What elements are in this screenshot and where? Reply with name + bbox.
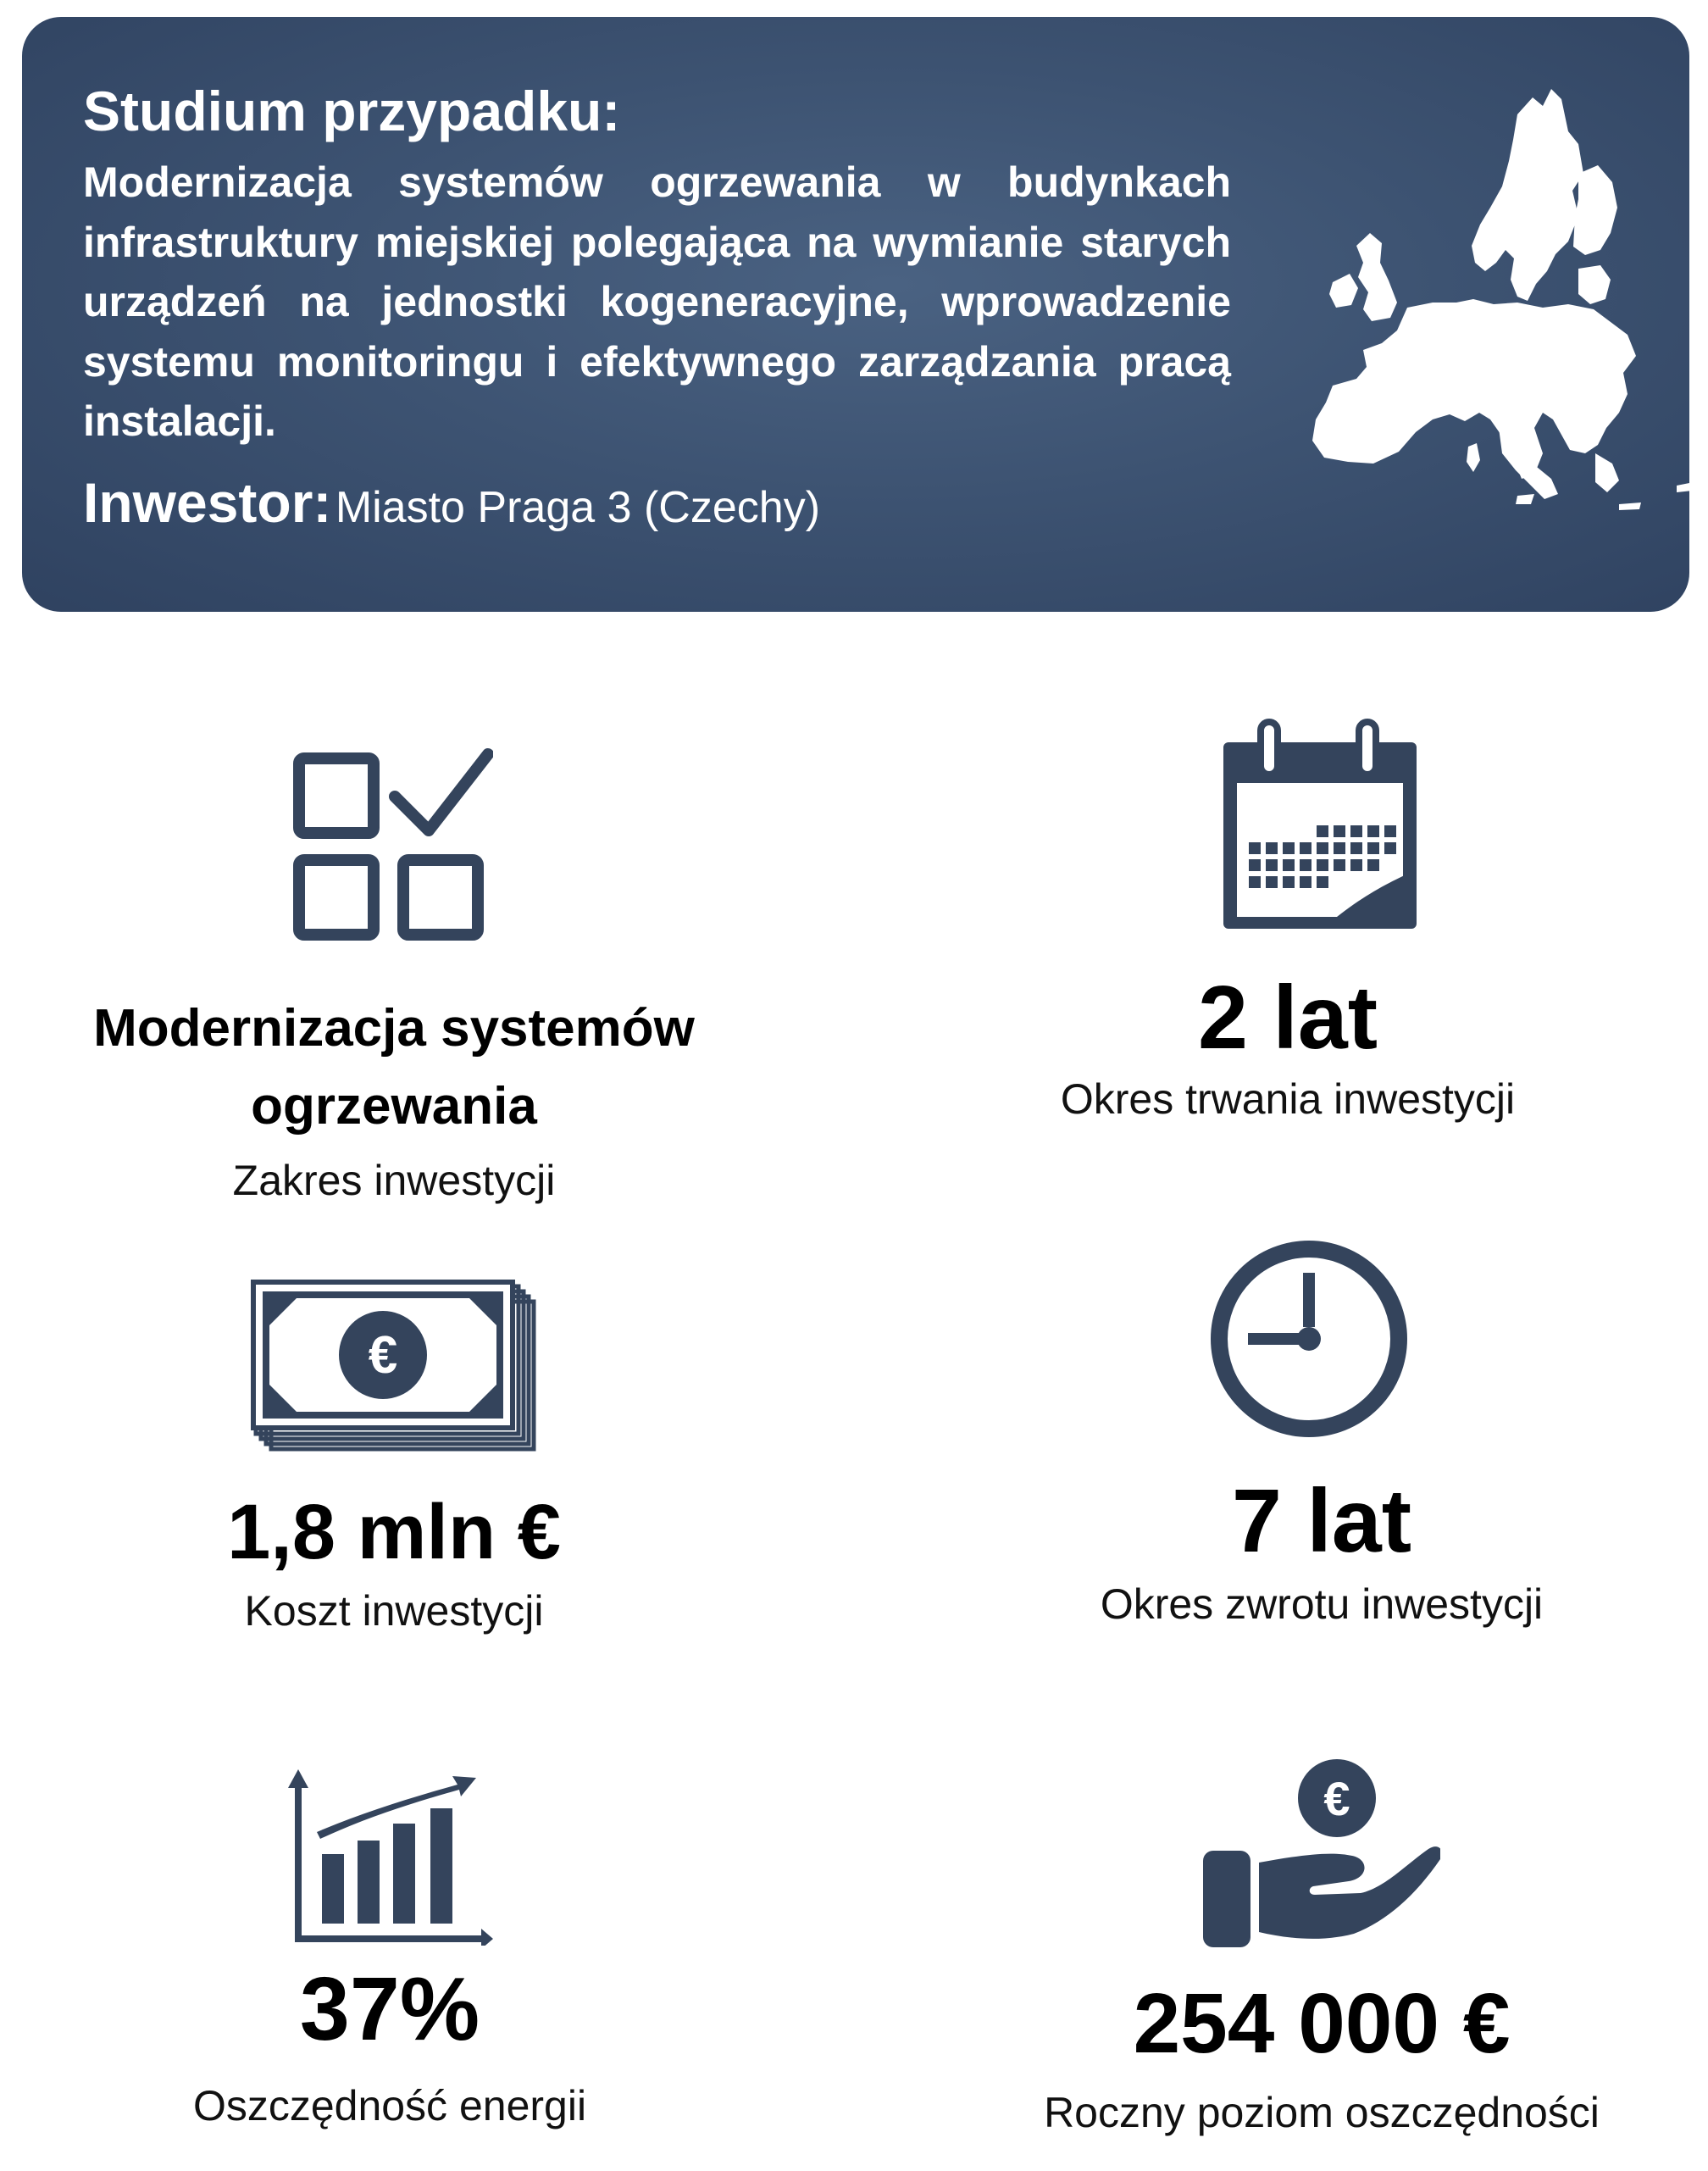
calendar-icon [1218, 717, 1422, 934]
header-title: Studium przypadku: [83, 80, 621, 142]
clock-icon [1207, 1237, 1411, 1441]
savings-label: Roczny poziom oszczędności [1044, 2089, 1600, 2136]
scope-label: Zakres inwestycji [232, 1157, 556, 1204]
scope-value-line1: Modernizacja systemów [93, 999, 695, 1058]
duration-value: 2 lat [1197, 968, 1378, 1068]
cost-icon-symbol: € [368, 1326, 398, 1385]
case-study-header [22, 17, 1689, 612]
banknotes-icon [251, 1280, 539, 1452]
header-description: Modernizacja systemów ogrzewania w budynkach infrastruktury miejskiej polegająca na wymianie starych urządzeń na jednostki kogeneracyjne, wprowadzenie systemu monitoringu i efektywnego zarządzania pracą instalacji. [83, 158, 1231, 445]
savings-value: 254 000 € [1133, 1976, 1511, 2071]
cost-label: Koszt inwestycji [244, 1587, 544, 1635]
energy-value: 37% [299, 1959, 480, 2059]
europe-map-icon [1263, 81, 1689, 521]
hand-coin-icon [1203, 1759, 1440, 1947]
investor-value: Miasto Praga 3 (Czechy) [335, 483, 821, 532]
savings-icon-symbol: € [1323, 1772, 1350, 1825]
investor-label: Inwestor: [83, 471, 332, 534]
payback-value: 7 lat [1231, 1471, 1412, 1571]
duration-label: Okres trwania inwestycji [1060, 1075, 1516, 1123]
checklist-icon [293, 746, 493, 941]
energy-label: Oszczędność energii [192, 2082, 587, 2129]
growth-chart-icon [280, 1769, 493, 1946]
payback-label: Okres zwrotu inwestycji [1100, 1580, 1544, 1628]
investor-line [83, 471, 821, 534]
cost-value: 1,8 mln € [227, 1489, 561, 1575]
scope-value-line2: ogrzewania [251, 1077, 537, 1135]
